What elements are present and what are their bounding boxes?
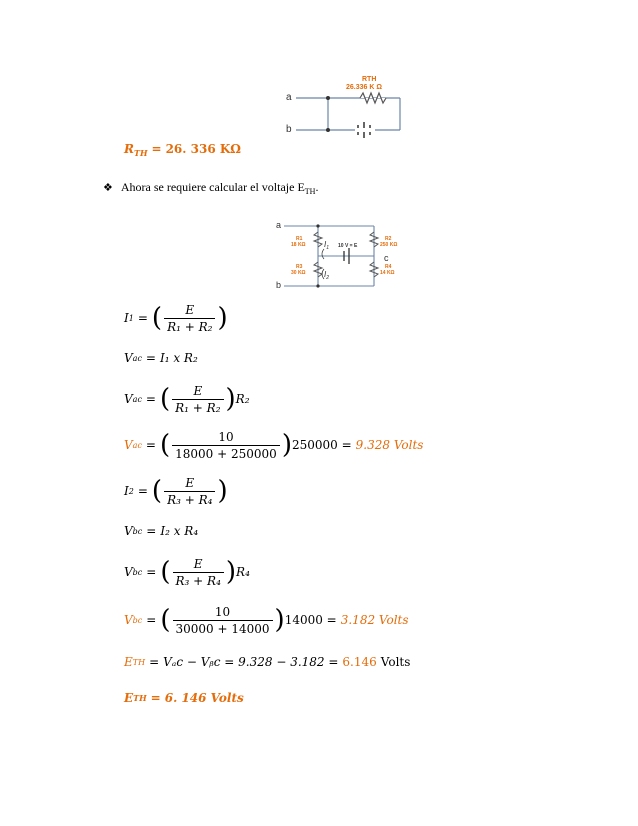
r2-label: R2 [385, 236, 392, 242]
i1-label: $I_1$ [324, 240, 330, 251]
source-label: 10 V = E [338, 243, 358, 249]
eq-vbc1: V bc = I₂ x R₄ [124, 524, 199, 538]
r3-value: 30 KΩ [291, 270, 306, 276]
equations [124, 296, 423, 716]
eq-vac2: V ac = ( $\frac{E}{\text{R₁ + R₂}}$ ) R₂ [124, 383, 250, 415]
eq-vbc3: V bc = ( $\frac{10}{30000 + 14000}$ ) 14000 = 3.182 Volts [124, 604, 409, 636]
bridge-circuit-figure [274, 218, 410, 298]
eq-eth: E TH = Vₐc − Vᵦc = 9.328 − 3.182 = 6.146 Volts [124, 655, 411, 669]
rth-label: RTH [362, 76, 377, 83]
fig2-node-c: c [384, 253, 389, 263]
thevenin-circuit-figure [282, 72, 412, 138]
r2-value: 250 KΩ [380, 242, 398, 248]
eq-vac1: V ac = I₁ x R₂ [124, 351, 198, 365]
r4-label: R4 [385, 264, 392, 270]
i2-label: $I_2$ [324, 270, 330, 281]
eq-vac3: V ac = ( $\frac{10}{18000 + 250000}$ ) 250000 = 9.328 Volts [124, 429, 424, 461]
diamond-bullet-icon: ❖ [103, 182, 113, 194]
eq-i2: I 2 = ( $\frac{E}{\text{R₃ + R₄}}$ ) [124, 475, 228, 507]
r4-value: 14 KΩ [380, 270, 395, 276]
r1-label: R1 [296, 236, 303, 242]
eq-vbc2: V bc = ( $\frac{E}{\text{R₃ + R₄}}$ ) R₄ [124, 556, 250, 588]
rth-value-label: 26.336 K Ω [346, 84, 382, 91]
fig2-terminal-b: b [276, 280, 282, 290]
terminal-b-label: b [286, 124, 292, 135]
rth-result: $R_{TH} = 26$. 336 KΩ [124, 142, 241, 158]
fig2-terminal-a: a [276, 220, 282, 230]
eq-i1: I 1 = ( $\frac{E}{\text{R₁ + R₂}}$ ) [124, 302, 228, 334]
eq-eth-final: E TH = 6. 146 Volts [124, 691, 244, 705]
bullet-line: ❖ Ahora se requiere calcular el voltaje $E_{TH}$. [103, 180, 319, 196]
terminal-a-label: a [286, 92, 292, 103]
r3-label: R3 [296, 264, 303, 270]
r1-value: 18 KΩ [291, 242, 306, 248]
